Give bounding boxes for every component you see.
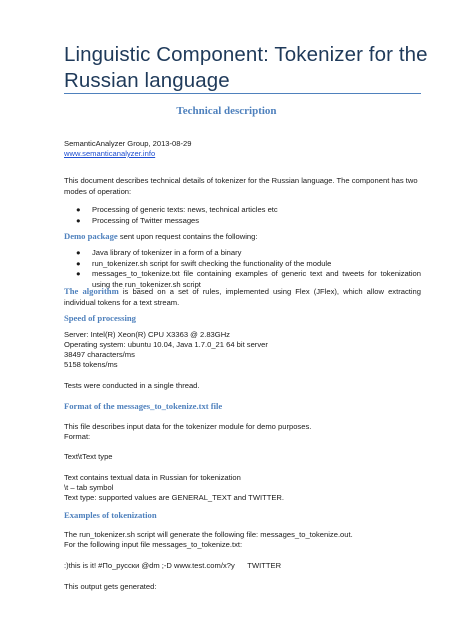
demo-heading: Demo package [64,231,118,241]
title-divider [64,93,421,94]
demo-paragraph: Demo package sent upon request contains the following: [64,231,258,241]
format-desc-line: This file describes input data for the tokenizer module for demo purposes. [64,422,312,431]
speed-line: Operating system: ubuntu 10.04, Java 1.7.0_21 64 bit server [64,340,268,349]
format-explain-line: Text contains textual data in Russian for tokenization [64,473,241,482]
examples-sample: :)this is it! #По_русски @dm ;-D www.test.com/x?y TWITTER [64,561,282,570]
algorithm-paragraph: The algorithm is based on a set of rules, implemented using Flex (JFlex), which allow extracting individual tokens for a text stream. [64,286,421,307]
examples-output-note: This output gets generated: [64,582,157,591]
list-item: ● Processing of generic texts: news, technical articles etc [76,205,278,214]
list-item: ● messages_to_tokenize.txt file containing examples of generic text and tweets for tokenization using the run_tokenizer.sh script [76,269,421,289]
document-subtitle: Technical description [176,105,277,117]
format-desc-line: Format: [64,432,91,441]
list-item: ● Processing of Twitter messages [76,215,200,225]
bullet-icon: ● [76,215,81,225]
list-item: ● Java library of tokenizer in a form of a binary [76,248,242,257]
algorithm-heading: The algorithm [64,286,119,296]
speed-line: Server: Intel(R) Xeon(R) CPU X3363 @ 2.83GHz [64,330,230,339]
bullet-icon: ● [76,248,81,257]
format-explain-line: \t – tab symbol [64,483,114,492]
examples-line: For the following input file messages_to_tokenize.txt: [64,540,243,549]
intro-paragraph: This document describes technical details of tokenizer for the Russian language. The component has two modes of operation: [64,176,418,196]
demo-list [64,248,421,290]
bullet-icon: ● [76,258,81,268]
website-line [64,149,421,160]
speed-line: 5158 tokens/ms [64,360,118,369]
document-title: Linguistic Component: Tokenizer for the Russian language [64,43,428,92]
speed-line: 38497 characters/ms [64,350,135,359]
bullet-icon: ● [76,205,81,214]
format-heading: Format of the messages_to_tokenize.txt file [64,401,223,411]
modes-list [64,205,421,226]
bullet-icon: ● [76,269,81,278]
examples-line: The run_tokenizer.sh script will generate the following file: messages_to_tokenize.out. [64,530,353,539]
speed-heading: Speed of processing [64,313,136,323]
format-pattern: Text\tText type [64,452,113,461]
speed-note: Tests were conducted in a single thread. [64,381,200,390]
website-link[interactable]: www.semanticanalyzer.info [64,149,156,158]
author-line: SemanticAnalyzer Group, 2013-08-29 [64,139,192,148]
format-explain-line: Text type: supported values are GENERAL_TEXT and TWITTER. [64,493,285,502]
list-item: ● run_tokenizer.sh script for swift checking the functionality of the module [76,258,332,268]
examples-heading: Examples of tokenization [64,510,157,520]
